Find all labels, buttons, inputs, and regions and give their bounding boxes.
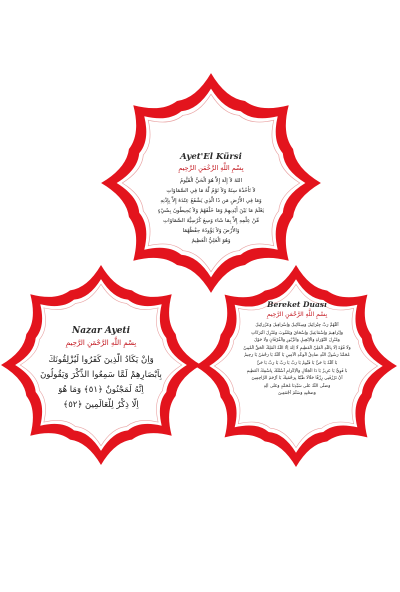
- bereket-duasi-line-9: وَصَلَّى اللّٰهُ عَلٰى سَيِّدِنَا مُحَمَّدٍ وَعَلٰى اٰلِهِ: [263, 383, 331, 389]
- bereket-duasi-line-1: اَللّٰهُمَّ رَبَّ جِبْرَائِيلَ وَمِيكَائِيلَ وَاِسْرَافِيلَ وَعَزْرَائِيلَ: [255, 323, 339, 328]
- ayetel-kursi-line-2: لاَ تَأْخُذُهُ سِنَةٌ وَلاَ نَوْمٌ لَّهُ مَا فِي السَّمَاوَاتِ: [166, 188, 256, 194]
- nazar-ayeti-line-4: اِلَّا ذِكْرٌ لِلْعَالَمِينَ ﴿٥٢﴾: [63, 400, 139, 410]
- bereket-duasi-line-3: وَمُنْزِلَ التَّوْرَاةِ وَالْاِنْجِيلِ وَالزَّبُورِ وَالْفُرْقَانِ وَلَا حَوْلَ: [254, 338, 340, 344]
- nazar-ayeti-line-1: وَاِنْ يَكَادُ الَّذِينَ كَفَرُوا لَيُزْلِقُونَكَ: [48, 355, 154, 365]
- bereket-duasi-line-4: وَلَا قُوَّةَ اِلَّا بِاللّٰهِ الْعَلِيِّ الْعَظِيمِ لَا اِلٰهَ اِلَّا اللّٰهُ الْمَلِكُ الْحَقُّ الْمُبِينُ: [243, 345, 351, 351]
- ayetel-kursi-line-7: وَهُوَ الْعَلِيُّ الْعَظِيمُ: [191, 238, 231, 244]
- bereket-duasi-basmala: بِسْمِ اللَّهِ الرَّحْمَنِ الرَّحِيمِ: [266, 311, 328, 318]
- ayetel-kursi-line-3: وَمَا فِي الأَرْضِ مَن ذَا الَّذِي يَشْفَعُ عِنْدَهُ إِلاَّ بِإِذْنِهِ: [160, 198, 262, 204]
- bereket-duasi-line-7: يَا قَوِيُّ يَا عَزِيزُ يَا ذَا الْجَلَالِ وَالْاِكْرَامِ اَسْئَلُكَ بِاسْمِكَ الْعَظِيمِ: [246, 368, 348, 374]
- ayetel-kursi-content: [130, 152, 292, 246]
- bereket-duasi-line-6: يَا اَللّٰهُ يَا حَيُّ يَا قَيُّومُ يَا رَبِّ يَا رَبِّ يَا رَبِّ يَا حَيُّ: [256, 360, 338, 366]
- nazar-ayeti-badge: [0, 264, 202, 466]
- bereket-duasi-line-10: وَصَحْبِهِ وَسَلَّمَ اَجْمَعِينَ: [278, 391, 316, 397]
- nazar-ayeti-line-2: بِاَبْصَارِهِمْ لَمَّا سَمِعُوا الذِّكْرَ وَيَقُولُونَ: [40, 370, 162, 380]
- ayetel-kursi-line-4: يَعْلَمُ مَا بَيْنَ أَيْدِيهِمْ وَمَا خَلْفَهُمْ وَلاَ يُحِيطُونَ بِشَيْءٍ: [157, 208, 265, 214]
- ayetel-kursi-badge: [100, 72, 322, 294]
- bereket-duasi-line-5: مُحَمَّدٌ رَسُولُ اللّٰهِ صَادِقُ الْوَعْدِ الْاَمِينِ يَا اَللّٰهُ يَا رَحْمٰنُ يَا رَحِيمُ: [244, 353, 350, 359]
- nazar-ayeti-title: Nazar Ayeti: [71, 326, 131, 336]
- nazar-ayeti-basmala: بِسْمِ اللَّهِ الرَّحْمَنِ الرَّحِيمِ: [65, 339, 137, 347]
- bereket-duasi-content: [224, 300, 370, 398]
- bereket-duasi-title: Bereket Duası: [267, 300, 327, 309]
- bereket-duasi-line-8: اَنْ تَرْزُقَنِي رِزْقًا حَلَالًا طَيِّبًا بِرَحْمَتِكَ يَا اَرْحَمَ الرَّاحِمِينَ: [251, 376, 343, 382]
- bereket-duasi-badge: [194, 264, 398, 468]
- ayetel-kursi-line-5: مِّنْ عِلْمِهِ إِلاَّ بِمَا شَاء وَسِعَ كُرْسِيُّهُ السَّمَاوَاتِ: [163, 218, 259, 224]
- bereket-duasi-line-2: وَاِبْرَاهِيمَ وَاِسْمَاعِيلَ وَاِسْحَاقَ وَيَعْقُوبَ وَمُنْزِلَ الْبَرَكَاتِ: [251, 330, 343, 336]
- ayetel-kursi-title: Ayet'El Kürsi: [180, 152, 242, 162]
- ayetel-kursi-line-1: اللهُ لاَ إِلَهَ إِلاَّ هُوَ الْحَيُّ الْقَيُّومُ: [179, 178, 243, 184]
- ayetel-kursi-line-6: وَالأَرْضَ وَلاَ يَؤُودُهُ حِفْظُهُمَا: [182, 228, 240, 234]
- nazar-ayeti-content: [16, 326, 186, 413]
- nazar-ayeti-line-3: اِنَّهُ لَمَجْنُونٌ ﴿٥١﴾ وَمَا هُوَ: [58, 385, 144, 395]
- ayetel-kursi-basmala: بِسْمِ اللَّهِ الرَّحْمَنِ الرَّحِيمِ: [178, 164, 244, 172]
